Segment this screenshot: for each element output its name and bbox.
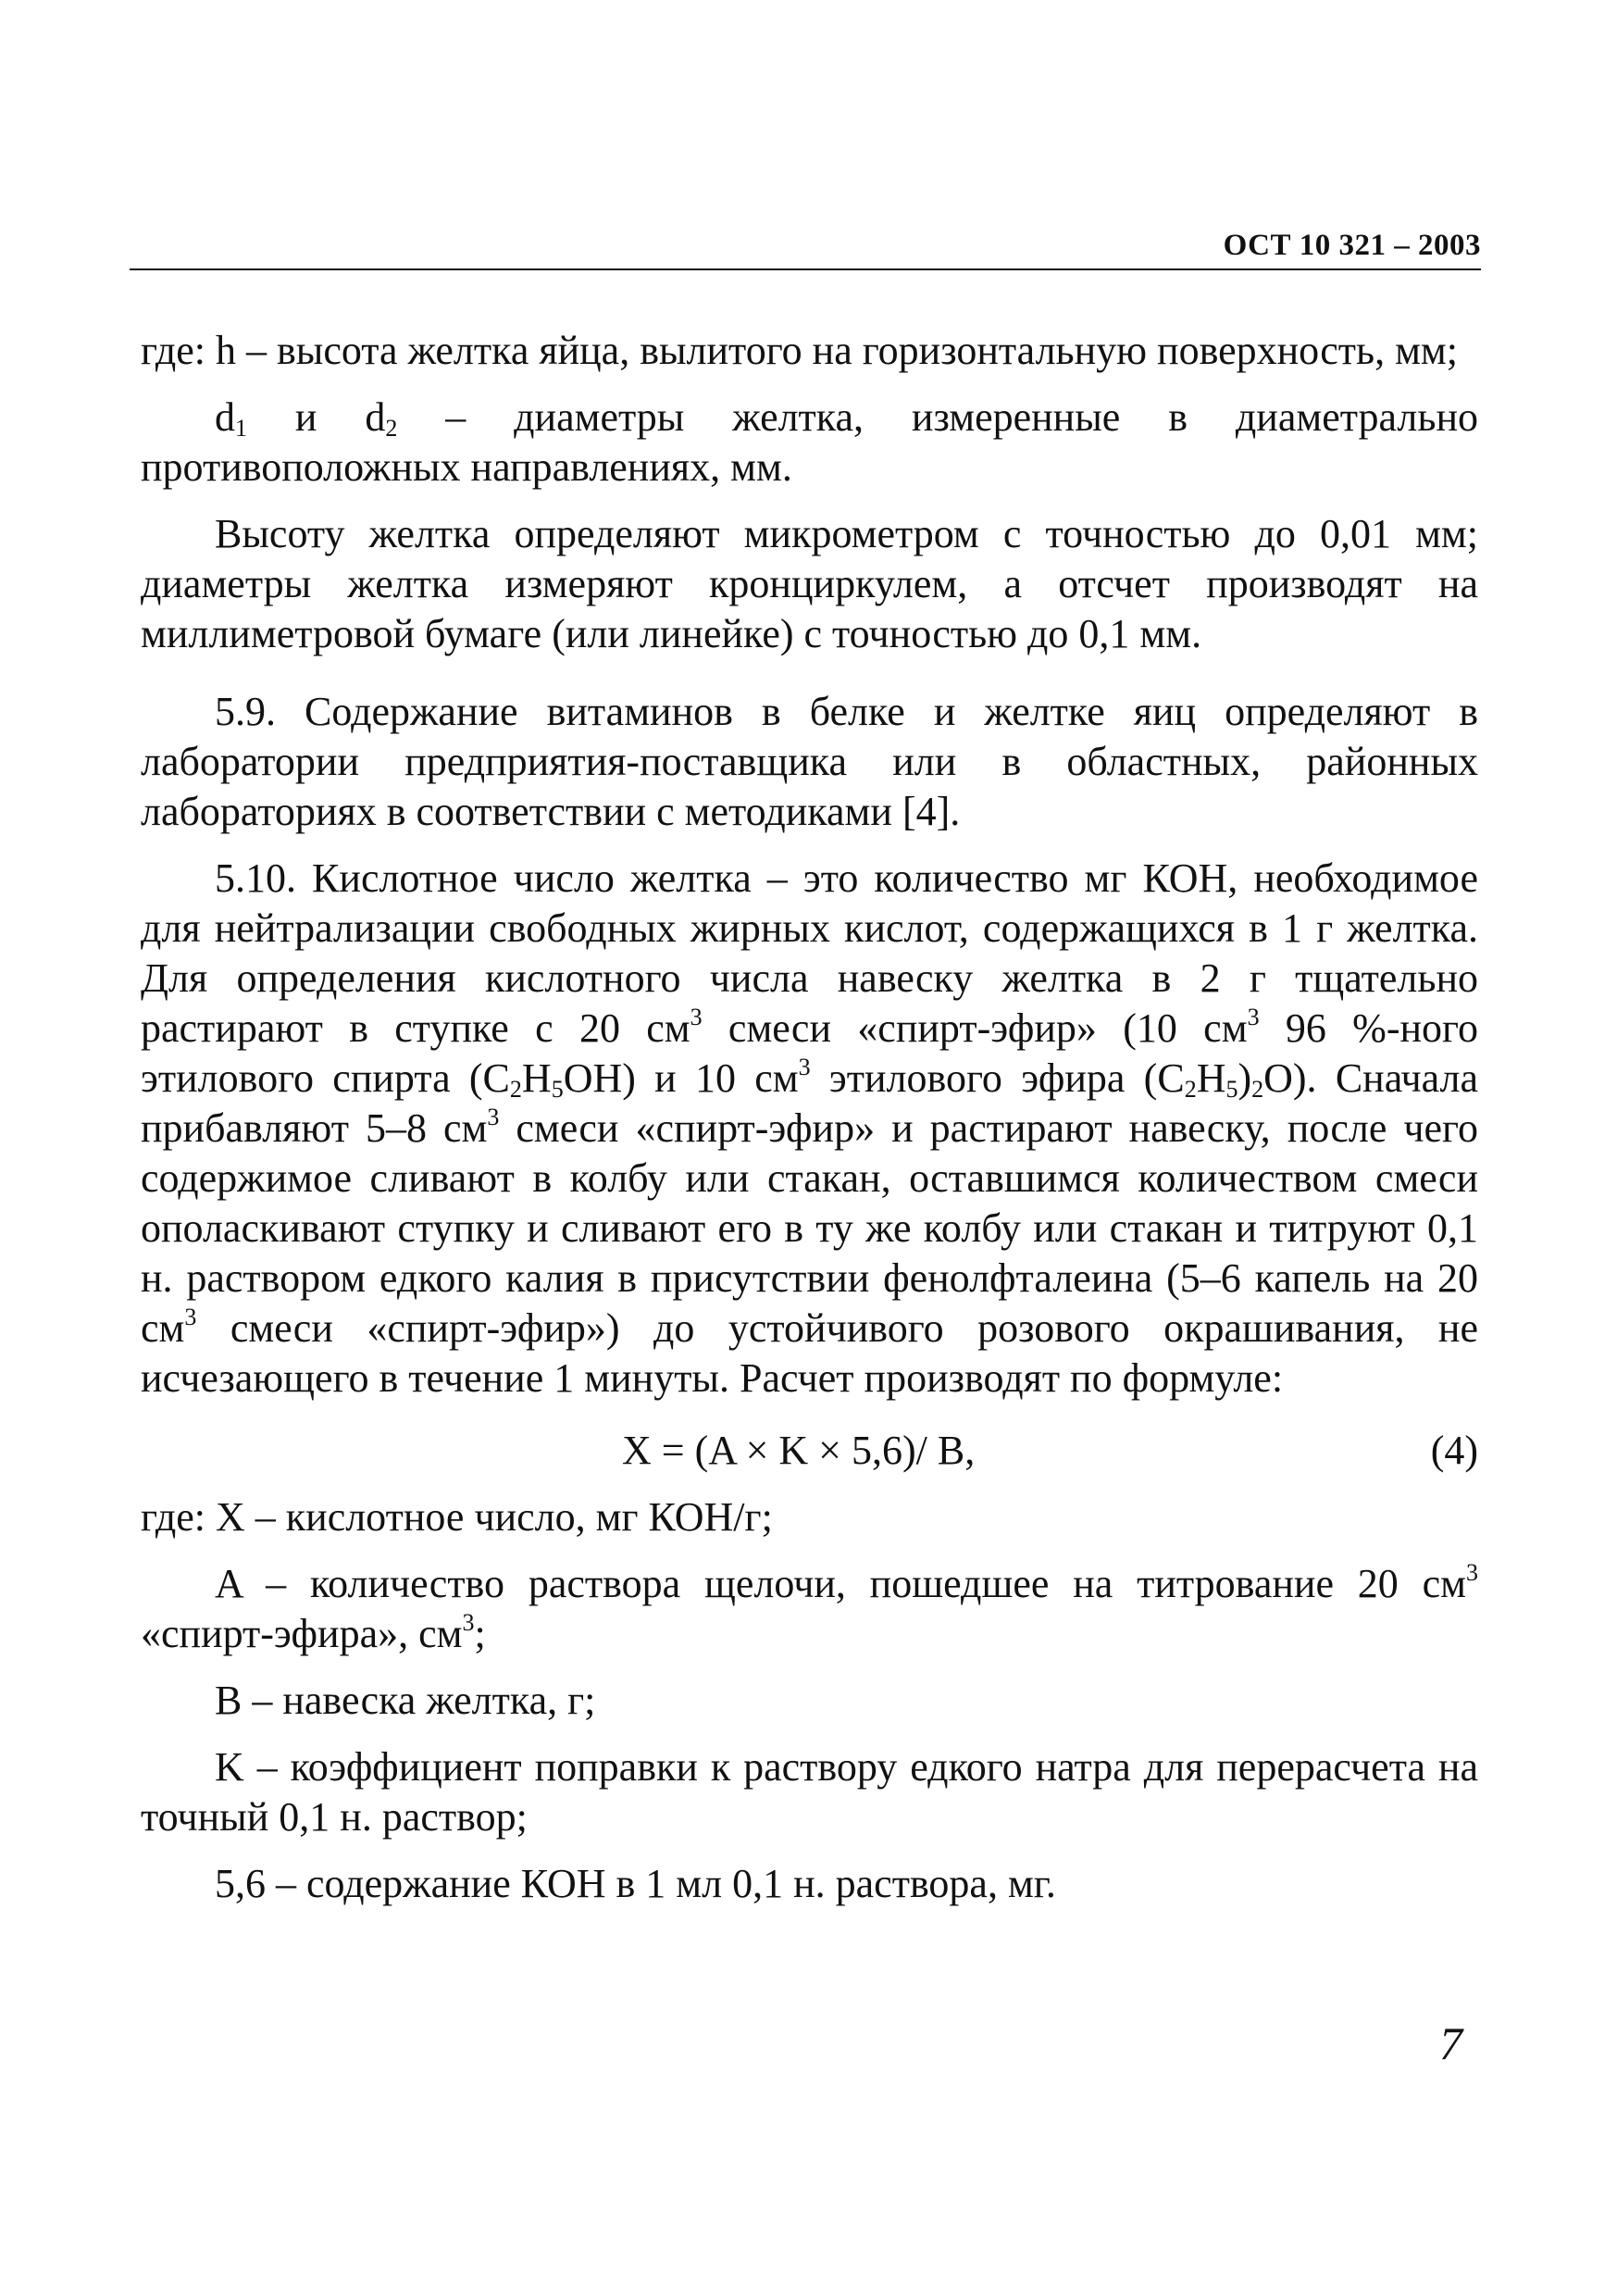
diameter-definition bbox=[141, 393, 1478, 493]
subscript: 5 bbox=[1225, 1076, 1238, 1103]
superscript: 3 bbox=[690, 1004, 703, 1030]
measurement-paragraph: Высоту желтка определяют микрометром с точностью до 0,01 мм; диаметры желтка измеряют кронциркулем, а отсчет производят на миллиметровой бумаге (или линейке) с точностью до 0,1 мм. bbox=[141, 511, 1478, 656]
standard-code: ОСТ 10 321 – 2003 bbox=[1223, 229, 1481, 262]
text-run: «спирт-эфира», см bbox=[141, 1611, 463, 1656]
text-run: смеси «спирт-эфир» и растирают навеску, после чего содержимое сливают в колбу или стакан, оставшимся количеством смеси ополаскивают ступку и сливают его в ту же колбу или стакан и титруют 0,1 н. раствором едкого калия в присутствии фенолфталеина (5–6 капель на 20 см bbox=[141, 1105, 1478, 1351]
constant-definition: 5,6 – содержание КОН в 1 мл 0,1 н. раствора, мг. bbox=[215, 1861, 1056, 1906]
subscript: 1 bbox=[235, 415, 247, 442]
subscript: 2 bbox=[1251, 1076, 1264, 1103]
subscript: 5 bbox=[551, 1076, 564, 1103]
superscript: 3 bbox=[487, 1104, 500, 1130]
text-run: смеси «спирт-эфир») до устойчивого розового окрашивания, не исчезающего в течение 1 минуты. Расчет производят по формуле: bbox=[141, 1305, 1478, 1401]
formula-number: (4) bbox=[1430, 1428, 1478, 1473]
superscript: 3 bbox=[184, 1304, 197, 1330]
superscript: 3 bbox=[798, 1054, 811, 1080]
text-run: 5.10. Кислотное число желтка – это количество мг КОН, необходимое для нейтрализации свободных жирных кислот, содержащихся в 1 г желтка. Для определения кислотного числа навеску желтка в 2 г тщательно растирают в ступке с 20 см bbox=[141, 855, 1478, 1051]
superscript: 3 bbox=[1466, 1559, 1478, 1586]
subscript: 2 bbox=[385, 415, 398, 442]
where-h-definition: где: h – высота желтка яйца, вылитого на горизонтальную поверхность, мм; bbox=[141, 328, 1458, 373]
d-symbol: d bbox=[215, 394, 235, 440]
page-number: 7 bbox=[1439, 2017, 1462, 2069]
superscript: 3 bbox=[1247, 1004, 1260, 1030]
text-run: OH) и 10 см bbox=[563, 1055, 799, 1101]
b-definition: B – навеска желтка, г; bbox=[215, 1678, 596, 1723]
formula-row bbox=[141, 1426, 1478, 1476]
text-run: H bbox=[1196, 1055, 1226, 1101]
text-run: – диаметры желтка, измеренные в диаметрально противоположных направлениях, мм. bbox=[141, 394, 1478, 490]
text-run: A – количество раствора щелочи, пошедшее на титрование 20 см bbox=[215, 1561, 1466, 1606]
text-run: и d bbox=[247, 394, 386, 440]
text-run: ; bbox=[474, 1611, 486, 1656]
page-header bbox=[130, 220, 1481, 270]
text-run: O). Сначала прибавляют 5–8 см bbox=[141, 1055, 1479, 1151]
section-5-10 bbox=[141, 854, 1478, 1404]
text-run: этилового эфира (C bbox=[810, 1055, 1185, 1101]
subscript: 2 bbox=[509, 1076, 522, 1103]
text-run: ) bbox=[1238, 1055, 1252, 1101]
text-run: смеси «спирт-эфир» (10 см bbox=[702, 1005, 1248, 1051]
text-run: H bbox=[521, 1055, 552, 1101]
subscript: 2 bbox=[1184, 1076, 1197, 1103]
a-definition bbox=[141, 1559, 1478, 1659]
k-definition: K – коэффициент поправки к раствору едкого натра для перерасчета на точный 0,1 н. раствор; bbox=[141, 1744, 1478, 1840]
text-run: 96 %-ного этилового спирта (C bbox=[141, 1005, 1478, 1101]
superscript: 3 bbox=[462, 1609, 475, 1636]
section-5-9: 5.9. Содержание витаминов в белке и желтке яиц определяют в лаборатории предприятия-поставщика или в областных, районных лабораториях в соответствии с методиками [4]. bbox=[141, 689, 1478, 834]
where-x-definition: где: X – кислотное число, мг КОН/г; bbox=[141, 1494, 773, 1540]
page-body bbox=[141, 326, 1478, 1909]
acid-number-formula: X = (A × K × 5,6)/ B, bbox=[622, 1428, 976, 1473]
